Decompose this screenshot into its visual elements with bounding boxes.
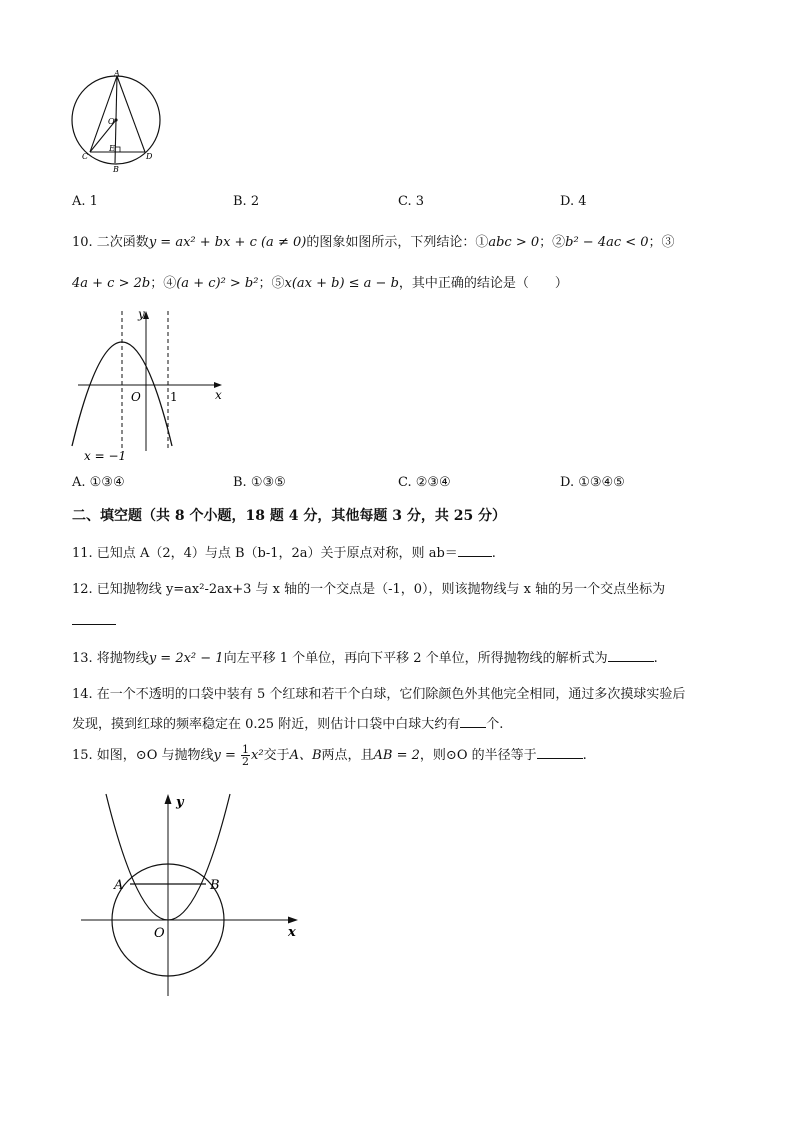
q10-option-b: B. ①③⑤ (233, 475, 286, 490)
q10-y-label: y (138, 307, 145, 321)
q15-label-b: B (210, 878, 220, 893)
q15-x-label: x (288, 925, 296, 940)
q9-label-d: D (146, 152, 153, 161)
q10-conclusion-2: b² − 4ac < 0 (565, 235, 649, 250)
q9-option-c: C. 3 (398, 194, 425, 209)
q10-conclusion-5: x(ax + b) ≤ a − b (284, 276, 399, 291)
q9-label-b: B (113, 165, 119, 174)
section-heading: 二、填空题（共 8 个小题，18 题 4 分，其他每题 3 分，共 25 分） (72, 508, 507, 524)
q13-equation: y = 2x² − 1 (148, 651, 224, 666)
q9-label-o: O (108, 117, 115, 126)
q10-line-1: 10. 二次函数y = ax² + bx + c (a ≠ 0)的图象如图所示，下列结论：①abc > 0；②b² − 4ac < 0；③ (72, 235, 675, 250)
q10-line-2: 4a + c > 2b；④(a + c)² > b²；⑤x(ax + b) ≤ a − b，其中正确的结论是（ ） (72, 276, 568, 291)
q9-option-d: D. 4 (560, 194, 587, 209)
q9-circle-figure (68, 68, 168, 180)
q12-answer-blank[interactable] (72, 612, 116, 625)
q10-function: y = ax² + bx + c (a ≠ 0) (148, 235, 307, 250)
q9-label-c: C (82, 152, 89, 161)
q10-option-d: D. ①③④⑤ (560, 475, 625, 490)
q15-condition: AB = 2 (373, 748, 420, 763)
q13-answer-blank[interactable] (608, 649, 654, 662)
q15-label-o: O (154, 926, 165, 941)
q15-circle-parabola-figure (78, 790, 308, 1000)
q11-answer-blank[interactable] (458, 544, 492, 557)
q10-origin-label: O (131, 390, 141, 404)
q10-axis-label: x = −1 (84, 449, 127, 463)
q9-label-e: E (109, 144, 115, 153)
q10-conclusion-3: 4a + c > 2b (72, 276, 151, 291)
q15: 15. 如图，⊙O 与抛物线y = $\frac{1}{2}$ x²交于A、B两点，且AB = 2，则⊙O 的半径等于 . (72, 743, 587, 768)
q10-conclusion-1: abc > 0 (488, 235, 540, 250)
q9-option-a: A. 1 (72, 194, 98, 209)
q14-line-1: 14. 在一个不透明的口袋中装有 5 个红球和若干个白球，它们除颜色外其他完全相同，通过多次摸球实验后 (72, 687, 686, 702)
q14-line-2: 发现，摸到红球的频率稳定在 0.25 附近，则估计口袋中白球大约有 个. (72, 717, 504, 732)
q13: 13. 将抛物线y = 2x² − 1向左平移 1 个单位，再向下平移 2 个单位，所得抛物线的解析式为 . (72, 651, 658, 666)
q11: 11. 已知点 A（2，4）与点 B（b-1，2a）关于原点对称，则 ab＝ . (72, 546, 496, 561)
q14-answer-blank[interactable] (460, 715, 486, 728)
q10-one-label: 1 (170, 390, 178, 404)
q15-answer-blank[interactable] (537, 746, 583, 759)
q10-option-a: A. ①③④ (72, 475, 125, 490)
q15-label-a: A (114, 878, 124, 893)
q15-y-label: y (176, 795, 184, 810)
q10-conclusion-4: (a + c)² > b² (176, 276, 259, 291)
q15-fraction: $\frac{1}{2}$ (242, 743, 250, 768)
q12: 12. 已知抛物线 y=ax²-2ax+3 与 x 轴的一个交点是（-1，0），则该抛物线与 x 轴的另一个交点坐标为 (72, 582, 666, 597)
q9-option-b: B. 2 (233, 194, 260, 209)
q10-parabola-graph (68, 306, 238, 466)
q9-label-a: A (114, 69, 120, 78)
q10-x-label: x (215, 388, 222, 402)
q10-option-c: C. ②③④ (398, 475, 451, 490)
